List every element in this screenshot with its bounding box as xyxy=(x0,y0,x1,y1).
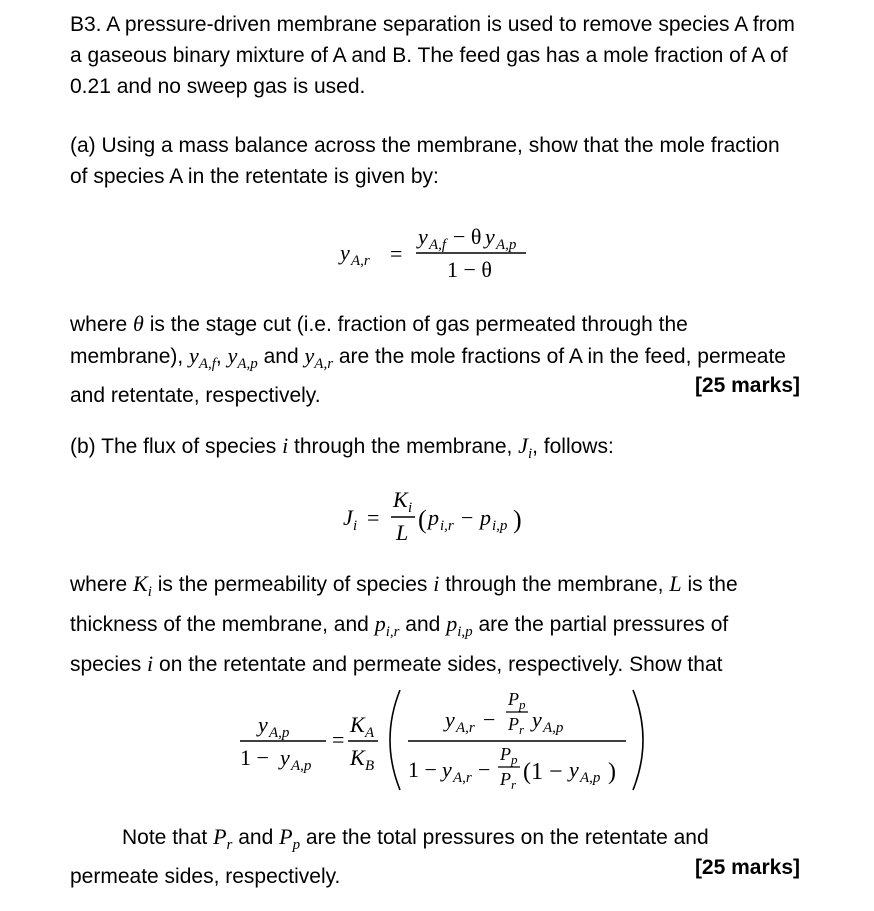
note-text: Note that xyxy=(122,826,208,849)
part-b-prompt xyxy=(70,430,800,470)
subscript: A,p xyxy=(237,356,258,372)
prompt-text: (b) The flux of species xyxy=(70,435,277,458)
where-text: is the thickness of the membrane, and xyxy=(70,573,738,636)
svg-text:=: = xyxy=(332,727,345,752)
svg-text:y: y xyxy=(258,712,268,737)
where-text: through the membrane, xyxy=(445,573,664,596)
where-text: are the partial pressures of species xyxy=(70,613,729,676)
part-b-note xyxy=(70,821,800,892)
svg-text:P: P xyxy=(508,714,519,734)
p-symbol: p xyxy=(446,611,458,636)
svg-text:L: L xyxy=(396,520,409,545)
svg-text:− θ: − θ xyxy=(453,224,482,249)
svg-text:−: − xyxy=(461,505,474,530)
svg-text:1 −: 1 − xyxy=(408,757,437,782)
P-symbol: P xyxy=(279,824,293,849)
svg-text:=: = xyxy=(367,505,380,530)
y-symbol: y xyxy=(189,343,199,368)
svg-text:i: i xyxy=(353,518,358,534)
prompt-text: through the membrane, xyxy=(294,435,513,458)
svg-text:y: y xyxy=(442,757,452,782)
part-a-prompt: (a) Using a mass balance across the membrane, show that the mole fraction of species A in the retentate is given by: xyxy=(70,134,780,188)
subscript: i,p xyxy=(457,624,473,640)
note-text: and xyxy=(238,826,274,849)
note-text: are the total pressures on the retentate and permeate sides, respectively. xyxy=(70,826,709,888)
svg-text:J: J xyxy=(343,505,353,530)
comma: , xyxy=(215,345,222,368)
svg-text:y: y xyxy=(569,757,579,782)
equation-retentate-svg xyxy=(340,220,540,286)
part-a-marks: [25 marks] xyxy=(694,374,800,397)
where-text: on the retentate and permeate sides, respectively. Show that xyxy=(159,653,723,676)
where-text: where xyxy=(70,313,128,336)
svg-text:A,p: A,p xyxy=(269,725,290,741)
subscript: i xyxy=(147,584,152,600)
subscript: i,r xyxy=(385,624,400,640)
i-symbol: i xyxy=(433,571,440,596)
subscript: A,r xyxy=(314,356,334,372)
svg-text:y: y xyxy=(340,240,350,265)
svg-text:A,r: A,r xyxy=(453,770,472,786)
svg-text:p: p xyxy=(480,505,491,530)
L-symbol: L xyxy=(669,571,682,596)
svg-text:y: y xyxy=(280,745,290,770)
y-symbol: y xyxy=(227,343,238,368)
subscript: r xyxy=(226,837,233,853)
svg-text:i,r: i,r xyxy=(440,518,454,534)
svg-text:P: P xyxy=(500,744,511,764)
svg-text:1 −: 1 − xyxy=(240,745,269,770)
svg-text:p: p xyxy=(428,505,439,530)
part-a-where xyxy=(70,308,800,411)
subscript: i xyxy=(527,446,533,462)
where-text: are the mole fractions of A in the feed, permeate and retentate, respectively. xyxy=(70,345,786,407)
svg-text:K: K xyxy=(350,712,365,737)
svg-text:−: − xyxy=(483,707,496,732)
svg-text:A: A xyxy=(365,725,375,741)
svg-text:(: ( xyxy=(418,505,427,534)
p-symbol: p xyxy=(374,611,386,636)
svg-text:A,p: A,p xyxy=(580,770,601,786)
where-text: where xyxy=(70,573,128,596)
svg-text:A,p: A,p xyxy=(543,720,564,736)
svg-text:P: P xyxy=(508,689,519,709)
svg-text:−: − xyxy=(478,757,491,782)
svg-text:1 − θ: 1 − θ xyxy=(447,257,492,282)
svg-text:=: = xyxy=(390,241,403,266)
svg-text:A,r: A,r xyxy=(456,720,475,736)
svg-text:P: P xyxy=(500,769,511,789)
svg-text:K: K xyxy=(350,745,365,770)
subscript: p xyxy=(292,837,301,853)
svg-text:p: p xyxy=(511,752,518,767)
P-symbol: P xyxy=(213,824,227,849)
svg-text:): ) xyxy=(608,759,616,785)
svg-text:r: r xyxy=(519,722,525,737)
subscript: A,f xyxy=(198,356,216,372)
svg-text:A,p: A,p xyxy=(496,237,517,253)
part-b-marks: [25 marks] xyxy=(694,856,800,879)
and-text: and xyxy=(405,613,441,636)
y-symbol: y xyxy=(304,343,315,368)
equation-permeate-ratio xyxy=(240,680,660,806)
svg-text:y: y xyxy=(485,224,495,249)
svg-text:r: r xyxy=(511,777,517,792)
svg-text:i: i xyxy=(408,500,413,516)
svg-text:(1 −: (1 − xyxy=(523,759,563,785)
question-number: B3. xyxy=(70,13,102,36)
i-symbol: i xyxy=(282,433,289,458)
svg-text:): ) xyxy=(513,505,522,534)
where-text: is the stage cut (i.e. fraction of gas permeated through the membrane), xyxy=(70,313,688,368)
K-symbol: K xyxy=(133,571,148,596)
svg-text:p: p xyxy=(519,697,526,712)
svg-text:i,p: i,p xyxy=(492,518,508,534)
equation-permeate-svg xyxy=(240,680,660,800)
svg-text:y: y xyxy=(532,707,542,732)
question-intro-text: A pressure-driven membrane separation is used to remove species A from a gaseous binary mixture of A and B. The feed gas has a mole fraction of A of 0.21 and no sweep gas is used. xyxy=(70,13,795,98)
and-text: and xyxy=(263,345,299,368)
svg-text:A,f: A,f xyxy=(429,237,447,253)
svg-text:K: K xyxy=(393,487,408,512)
part-b-where xyxy=(70,568,800,680)
i-symbol: i xyxy=(147,651,154,676)
equation-flux-svg xyxy=(343,484,543,546)
equation-retentate-mole-fraction xyxy=(340,220,540,292)
svg-text:A,r: A,r xyxy=(351,253,370,269)
J-symbol: J xyxy=(518,433,528,458)
svg-text:y: y xyxy=(445,707,455,732)
where-text: is the permeability of species xyxy=(157,573,428,596)
question-intro xyxy=(70,9,800,102)
theta-symbol: θ xyxy=(133,311,144,336)
prompt-text: , follows: xyxy=(532,435,614,458)
svg-text:y: y xyxy=(418,224,428,249)
svg-text:B: B xyxy=(365,758,375,774)
equation-flux xyxy=(343,484,543,552)
svg-text:A,p: A,p xyxy=(291,758,312,774)
